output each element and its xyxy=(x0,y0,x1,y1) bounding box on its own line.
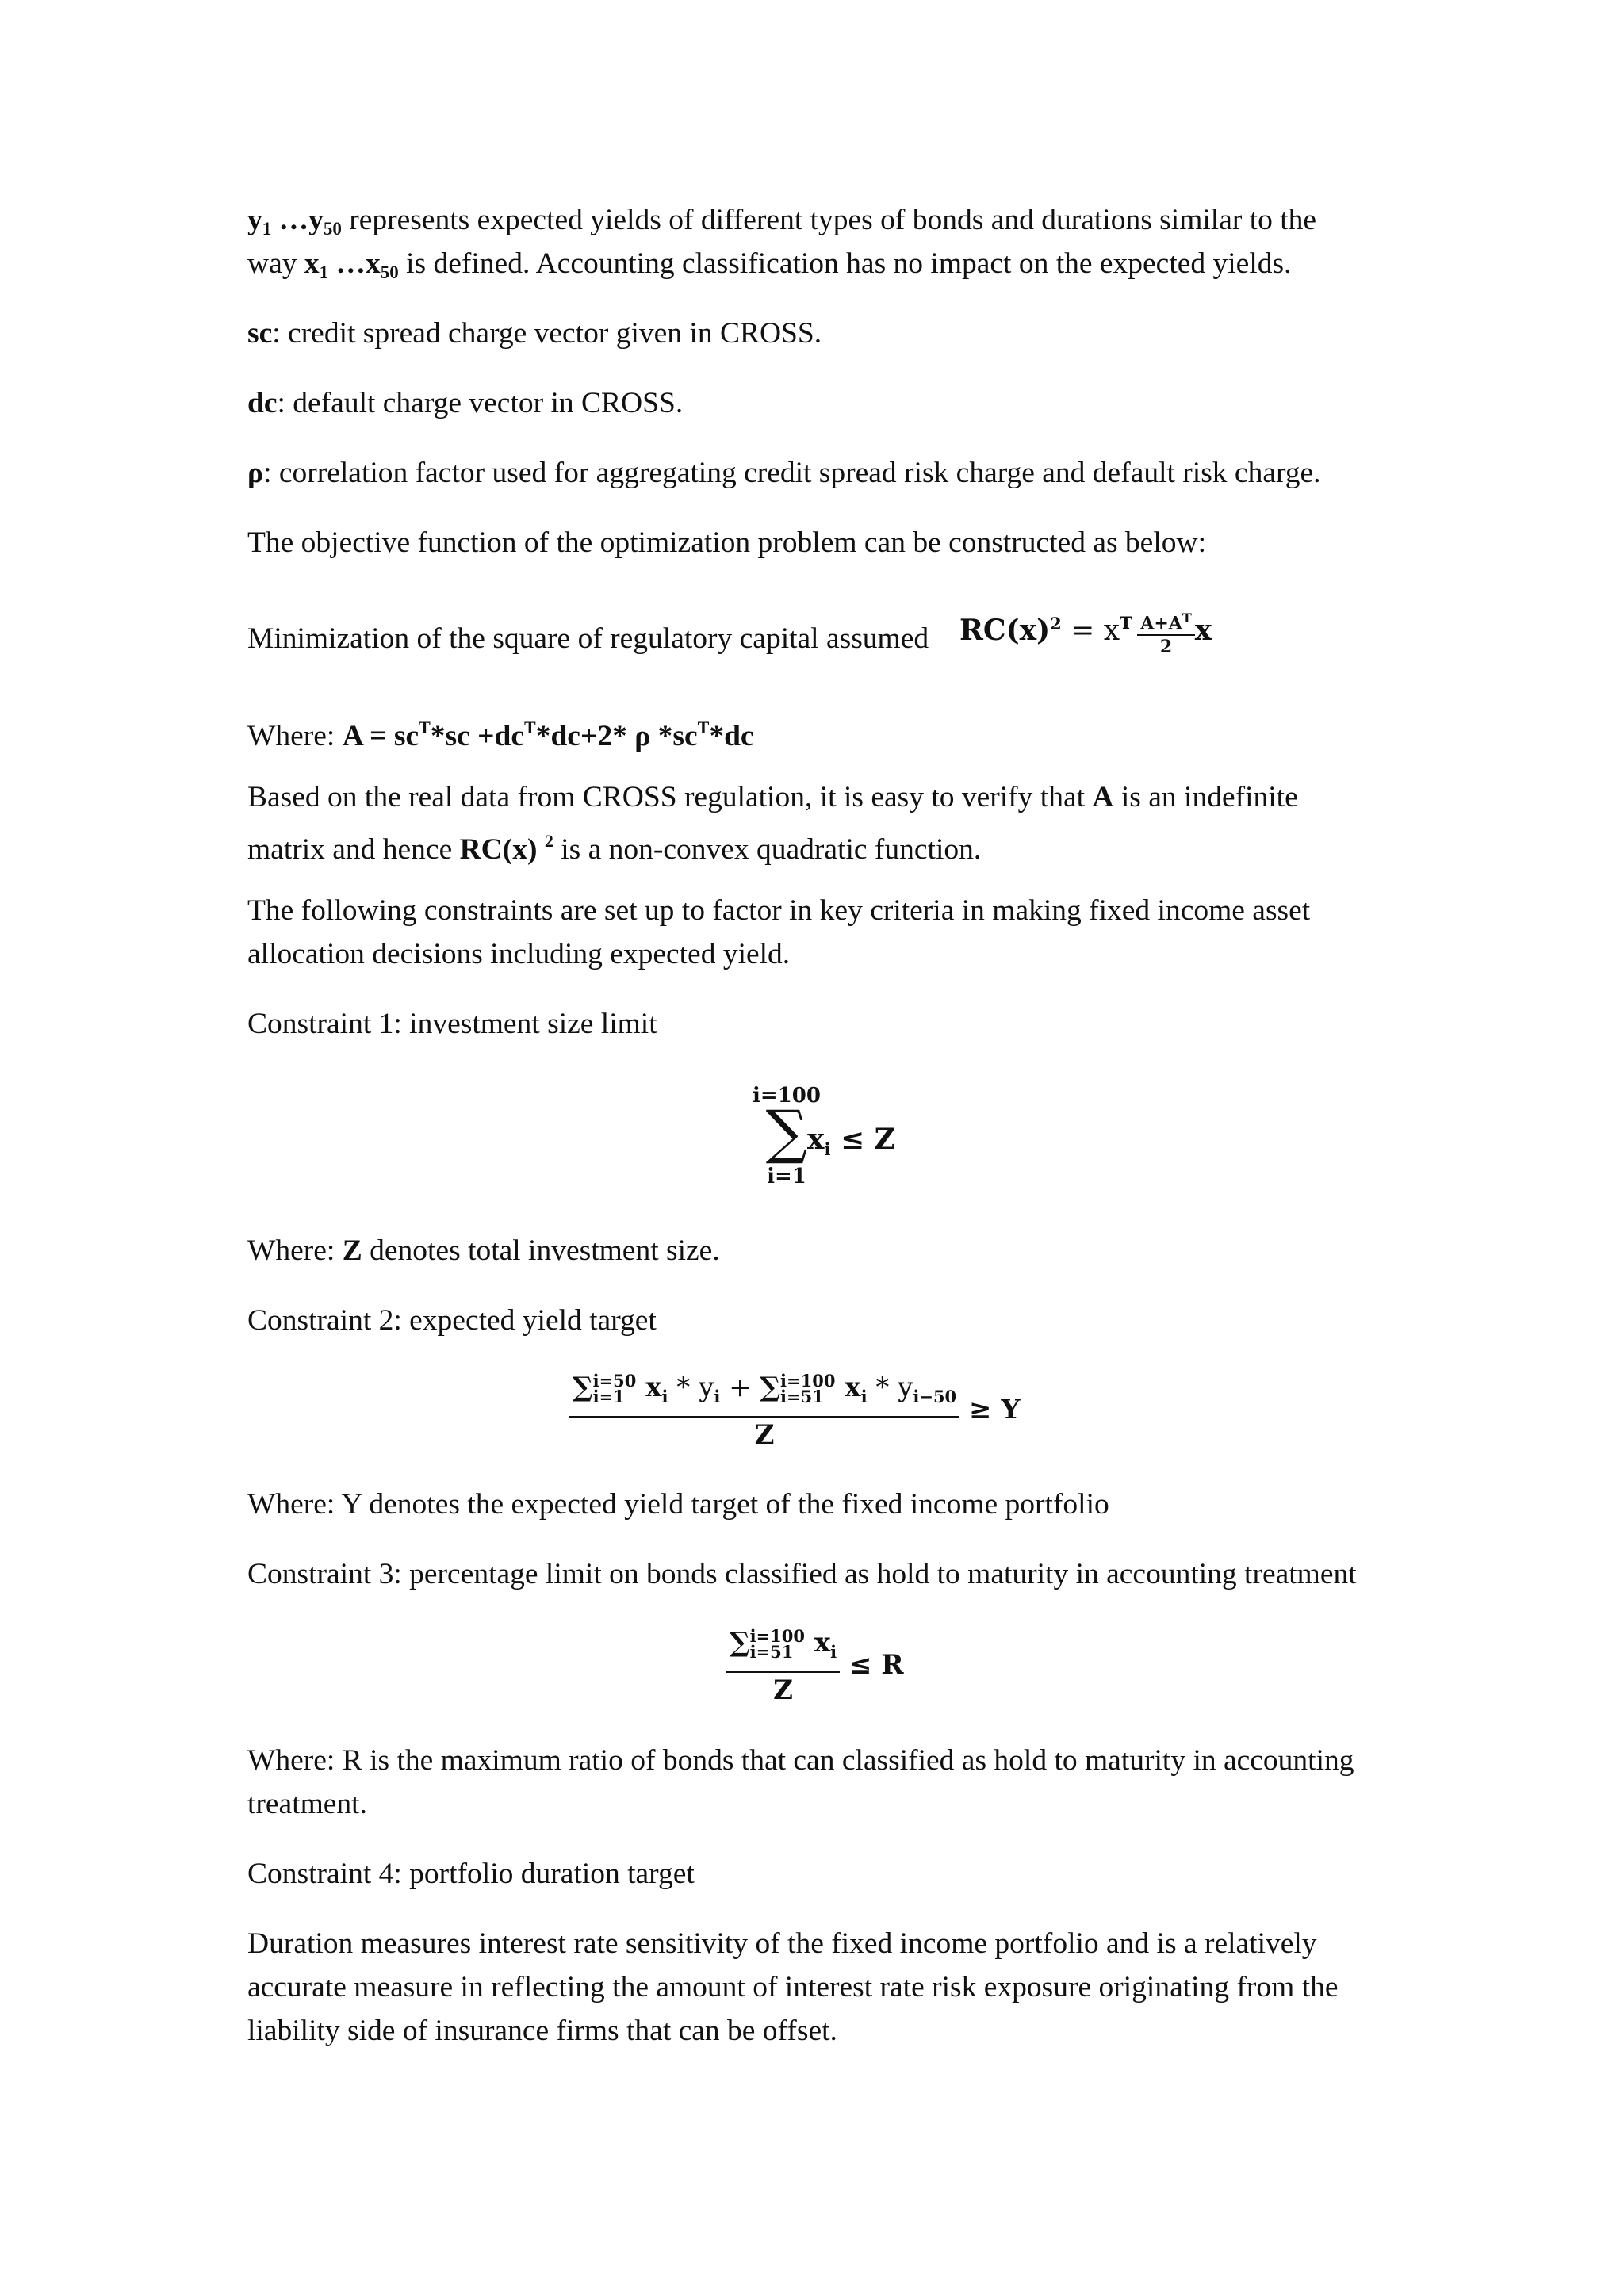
paragraph-yields-line2: way $x_1$ $\dots x_{50}$ is defined. Accounting classification has no impact on the expected yields. xyxy=(247,247,1292,282)
constraint-3-where-line2: treatment. xyxy=(247,1788,367,1820)
sum-lower-limit: i=1 xyxy=(767,1165,806,1188)
sum-body: $x_i \le Z$ xyxy=(807,1123,895,1160)
yield-constraint-equation: ∑ i=50 i=1 $x_i * y_i$ + ∑ i=100 i=51 $x_i * y_{i-50}$ Z ≥ Y xyxy=(569,1372,1021,1451)
duration-line3: liability side of insurance firms that can be offset. xyxy=(247,2015,837,2047)
sum-upper-limit: i=100 xyxy=(753,1084,821,1108)
constraint-3-where-line1: Where: R is the maximum ratio of bonds that can classified as hold to maturity in accounting xyxy=(247,1744,1354,1777)
constraints-intro-line2: allocation decisions including expected yield. xyxy=(247,938,791,970)
duration-line2: accurate measure in reflecting the amount of interest rate risk exposure originating from the xyxy=(247,1971,1339,2003)
htm-fraction: ∑ i=100 i=51 $x_i$ Z xyxy=(726,1627,840,1706)
constraint-2-where: Where: Y denotes the expected yield target of the fixed income portfolio xyxy=(247,1488,1109,1521)
objective-intro: The objective function of the optimization problem can be constructed as below: xyxy=(247,526,1206,559)
constraint-1-title: Constraint 1: investment size limit xyxy=(247,1008,657,1040)
constraints-intro-line1: The following constraints are set up to factor in key criteria in making fixed income asset xyxy=(247,894,1311,927)
definition-dc: dc: default charge vector in CROSS. xyxy=(247,387,684,419)
minimization-line: Minimization of the square of regulatory capital assumed xyxy=(247,622,929,655)
htm-constraint-equation: ∑ i=100 i=51 $x_i$ Z ≤ R xyxy=(726,1627,904,1706)
where-a-line: Where: $A = sc^T*sc +dc^T*dc+2*$ ρ $*sc^T*dc$ xyxy=(247,718,754,752)
constraint-3-title: Constraint 3: percentage limit on bonds classified as hold to maturity in accounting treatment xyxy=(247,1558,1357,1590)
yield-fraction: ∑ i=50 i=1 $x_i * y_i$ + ∑ i=100 i=51 $x_i * y_{i-50}$ Z xyxy=(569,1372,959,1451)
based-line2: matrix and hence RC(x) $^2$ is a non-convex quadratic function. xyxy=(247,831,982,866)
rc-fraction: $\frac{A+A^T}{2}$ xyxy=(1137,609,1194,656)
sum-sigma: ∑ xyxy=(765,1098,808,1166)
paragraph-yields-line1: $y_1$ $\dots y_{50}$ represents expected yields of different types of bonds and durations similar to the xyxy=(247,204,1317,239)
constraint-2-title: Constraint 2: expected yield target xyxy=(247,1304,657,1337)
duration-line1: Duration measures interest rate sensitivity of the fixed income portfolio and is a relatively xyxy=(247,1927,1317,1960)
y-symbol: y xyxy=(247,204,262,236)
based-line1: Based on the real data from CROSS regulation, it is easy to verify that A is an indefinite xyxy=(247,781,1298,813)
definition-rho: ρ: correlation factor used for aggregating credit spread risk charge and default risk charge. xyxy=(247,457,1321,489)
rc-equation: $RC(x)^2 = x^T$ $\frac{A+A^T}{2}$ x xyxy=(959,610,1212,658)
definition-sc: sc: credit spread charge vector given in CROSS. xyxy=(247,317,822,350)
constraint-1-where: Where: Z denotes total investment size. xyxy=(247,1234,720,1267)
constraint-4-title: Constraint 4: portfolio duration target xyxy=(247,1858,695,1890)
x-symbol: x xyxy=(304,247,320,280)
